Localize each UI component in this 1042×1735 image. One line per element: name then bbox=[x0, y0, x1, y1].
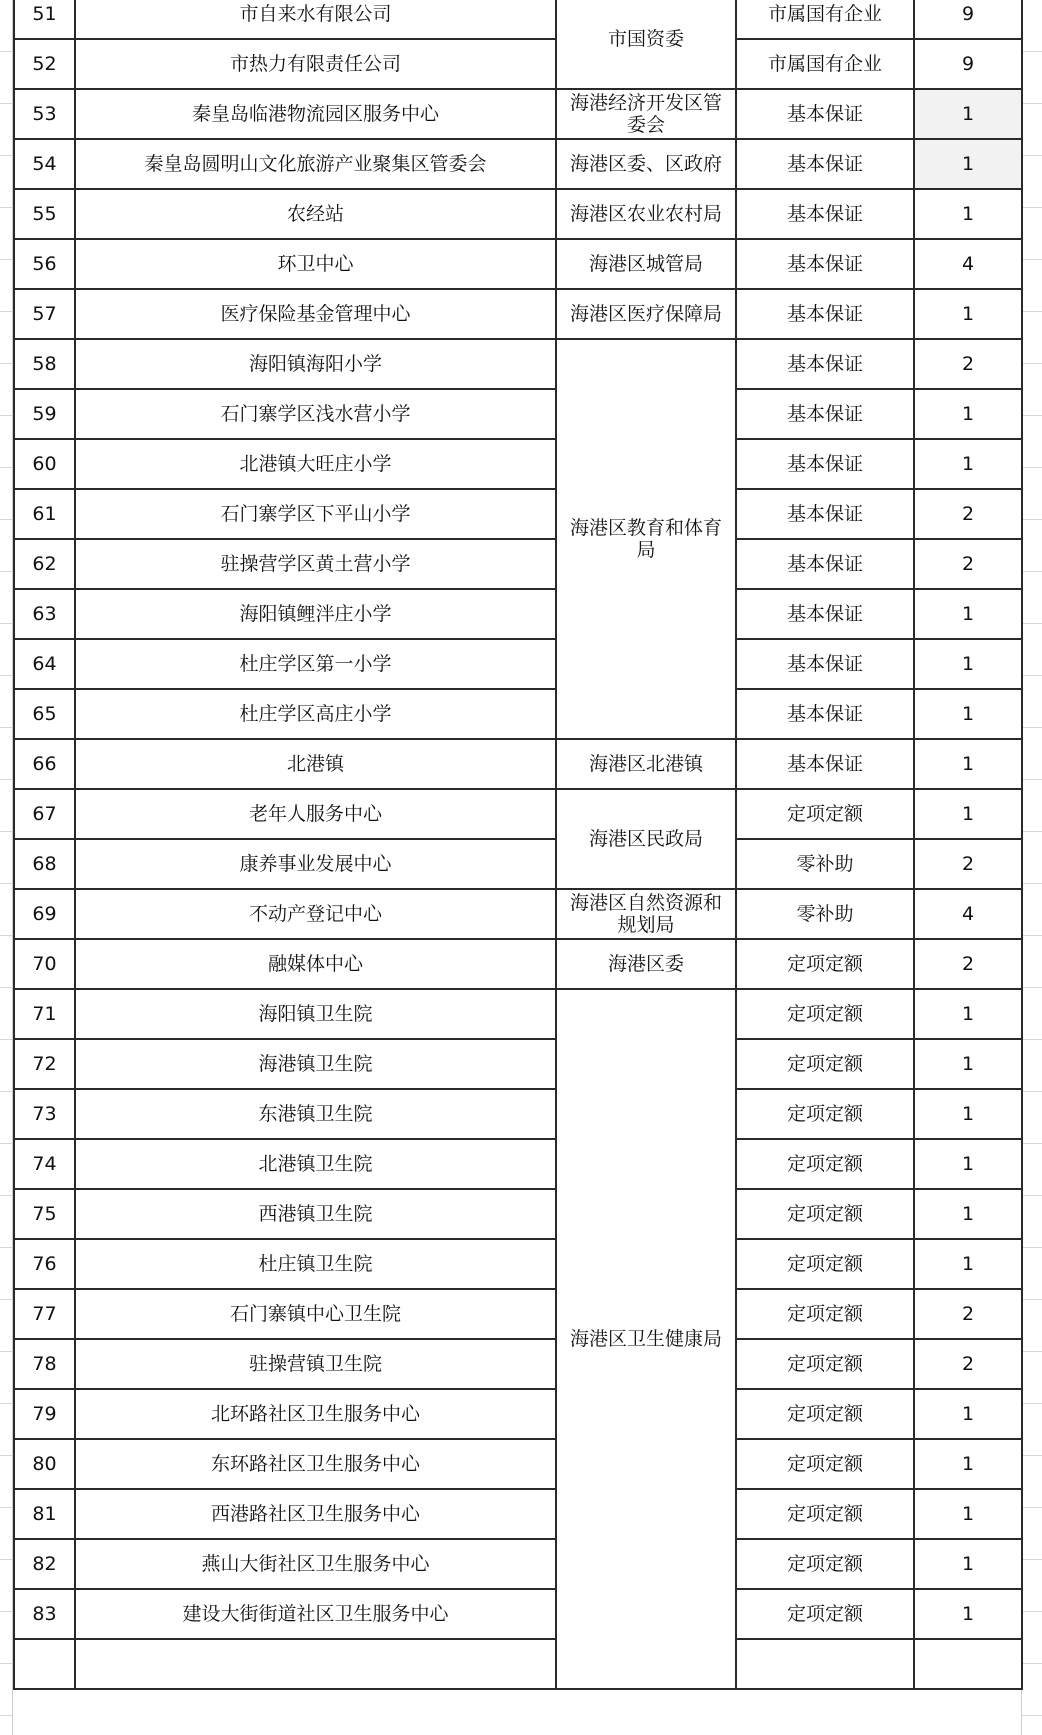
row-number[interactable]: 66 bbox=[14, 739, 75, 789]
funding-type-cell[interactable]: 定项定额 bbox=[736, 1539, 914, 1589]
funding-type-cell[interactable]: 定项定额 bbox=[736, 1439, 914, 1489]
table-row-partial bbox=[14, 1639, 1022, 1689]
count-cell[interactable]: 1 bbox=[914, 1439, 1022, 1489]
funding-type-cell[interactable]: 定项定额 bbox=[736, 989, 914, 1039]
table-row bbox=[14, 1189, 1022, 1239]
row-number[interactable]: 70 bbox=[14, 939, 75, 989]
unit-name-cell[interactable]: 老年人服务中心 bbox=[75, 789, 556, 839]
count-cell[interactable]: 1 bbox=[914, 1539, 1022, 1589]
count-cell[interactable]: 1 bbox=[914, 389, 1022, 439]
funding-type-cell[interactable]: 定项定额 bbox=[736, 789, 914, 839]
row-number[interactable]: 54 bbox=[14, 139, 75, 189]
unit-name-cell[interactable]: 驻操营学区黄土营小学 bbox=[75, 539, 556, 589]
count-cell[interactable]: 2 bbox=[914, 939, 1022, 989]
data-table bbox=[13, 0, 1023, 1690]
funding-type-cell[interactable]: 基本保证 bbox=[736, 689, 914, 739]
unit-name-cell[interactable]: 海阳镇海阳小学 bbox=[75, 339, 556, 389]
row-number[interactable]: 68 bbox=[14, 839, 75, 889]
unit-name-cell[interactable]: 北港镇卫生院 bbox=[75, 1139, 556, 1189]
row-number[interactable]: 82 bbox=[14, 1539, 75, 1589]
row-number[interactable]: 62 bbox=[14, 539, 75, 589]
row-number[interactable]: 81 bbox=[14, 1489, 75, 1539]
unit-name-cell[interactable]: 融媒体中心 bbox=[75, 939, 556, 989]
row-number[interactable]: 64 bbox=[14, 639, 75, 689]
funding-type-cell[interactable]: 定项定额 bbox=[736, 939, 914, 989]
count-cell[interactable]: 1 bbox=[914, 1389, 1022, 1439]
table-row bbox=[14, 39, 1022, 89]
table-row bbox=[14, 1439, 1022, 1489]
unit-name-cell[interactable]: 杜庄镇卫生院 bbox=[75, 1239, 556, 1289]
funding-type-cell[interactable]: 基本保证 bbox=[736, 189, 914, 239]
table-row bbox=[14, 1139, 1022, 1189]
count-cell[interactable]: 1 bbox=[914, 1239, 1022, 1289]
row-number[interactable]: 57 bbox=[14, 289, 75, 339]
row-number[interactable]: 67 bbox=[14, 789, 75, 839]
funding-type-cell[interactable]: 定项定额 bbox=[736, 1089, 914, 1139]
table-row bbox=[14, 839, 1022, 889]
row-number[interactable]: 79 bbox=[14, 1389, 75, 1439]
row-number[interactable]: 59 bbox=[14, 389, 75, 439]
row-number[interactable]: 71 bbox=[14, 989, 75, 1039]
table-row bbox=[14, 389, 1022, 439]
unit-name-cell[interactable]: 西港路社区卫生服务中心 bbox=[75, 1489, 556, 1539]
unit-name-cell[interactable]: 秦皇岛临港物流园区服务中心 bbox=[75, 89, 556, 139]
unit-name-cell[interactable]: 杜庄学区第一小学 bbox=[75, 639, 556, 689]
funding-type-cell[interactable]: 基本保证 bbox=[736, 589, 914, 639]
count-cell[interactable]: 4 bbox=[914, 889, 1022, 939]
row-number[interactable]: 51 bbox=[14, 0, 75, 39]
unit-name-cell[interactable]: 环卫中心 bbox=[75, 239, 556, 289]
row-number[interactable]: 53 bbox=[14, 89, 75, 139]
count-cell[interactable]: 1 bbox=[914, 1039, 1022, 1089]
department-cell[interactable]: 海港区委 bbox=[556, 939, 736, 989]
row-number[interactable]: 63 bbox=[14, 589, 75, 639]
count-cell[interactable]: 1 bbox=[914, 1139, 1022, 1189]
count-cell[interactable]: 2 bbox=[914, 1339, 1022, 1389]
row-number[interactable]: 58 bbox=[14, 339, 75, 389]
table-row bbox=[14, 0, 1022, 39]
table-row bbox=[14, 539, 1022, 589]
right-gridlines bbox=[1021, 0, 1042, 1735]
row-number[interactable]: 80 bbox=[14, 1439, 75, 1489]
funding-type-cell[interactable]: 定项定额 bbox=[736, 1339, 914, 1389]
funding-type-cell[interactable]: 定项定额 bbox=[736, 1139, 914, 1189]
table-row bbox=[14, 1539, 1022, 1589]
table-row bbox=[14, 239, 1022, 289]
left-gridlines bbox=[0, 0, 13, 1735]
funding-type-cell[interactable]: 基本保证 bbox=[736, 339, 914, 389]
count-cell[interactable]: 2 bbox=[914, 489, 1022, 539]
count-cell[interactable]: 2 bbox=[914, 339, 1022, 389]
count-cell[interactable]: 1 bbox=[914, 589, 1022, 639]
unit-name-cell[interactable]: 市热力有限责任公司 bbox=[75, 39, 556, 89]
department-cell[interactable]: 海港区卫生健康局 bbox=[556, 989, 736, 1689]
count-cell[interactable]: 1 bbox=[914, 89, 1022, 139]
table-row bbox=[14, 639, 1022, 689]
count-cell[interactable]: 1 bbox=[914, 439, 1022, 489]
department-cell[interactable]: 海港区教育和体育局 bbox=[556, 339, 736, 739]
funding-type-cell[interactable]: 定项定额 bbox=[736, 1039, 914, 1089]
unit-name-cell[interactable]: 驻操营镇卫生院 bbox=[75, 1339, 556, 1389]
row-number[interactable]: 74 bbox=[14, 1139, 75, 1189]
funding-type-cell[interactable]: 定项定额 bbox=[736, 1389, 914, 1439]
count-cell[interactable]: 1 bbox=[914, 1089, 1022, 1139]
department-cell[interactable]: 市国资委 bbox=[556, 0, 736, 89]
department-cell[interactable]: 海港区医疗保障局 bbox=[556, 289, 736, 339]
funding-type-cell[interactable]: 零补助 bbox=[736, 889, 914, 939]
unit-name-cell[interactable]: 海港镇卫生院 bbox=[75, 1039, 556, 1089]
table-row bbox=[14, 289, 1022, 339]
table-row bbox=[14, 189, 1022, 239]
table-row bbox=[14, 939, 1022, 989]
unit-name-cell[interactable]: 医疗保险基金管理中心 bbox=[75, 289, 556, 339]
table-row bbox=[14, 1089, 1022, 1139]
row-number[interactable]: 73 bbox=[14, 1089, 75, 1139]
unit-name-cell[interactable]: 北环路社区卫生服务中心 bbox=[75, 1389, 556, 1439]
count-cell[interactable]: 1 bbox=[914, 139, 1022, 189]
funding-type-cell[interactable]: 零补助 bbox=[736, 839, 914, 889]
funding-type-cell[interactable]: 基本保证 bbox=[736, 289, 914, 339]
unit-name-cell[interactable]: 西港镇卫生院 bbox=[75, 1189, 556, 1239]
funding-type-cell[interactable]: 定项定额 bbox=[736, 1489, 914, 1539]
funding-type-cell[interactable]: 基本保证 bbox=[736, 539, 914, 589]
row-number[interactable]: 78 bbox=[14, 1339, 75, 1389]
table-row bbox=[14, 589, 1022, 639]
table-row bbox=[14, 1489, 1022, 1539]
department-cell[interactable]: 海港区委、区政府 bbox=[556, 139, 736, 189]
unit-name-cell bbox=[75, 1639, 556, 1689]
row-number[interactable]: 65 bbox=[14, 689, 75, 739]
row-number[interactable]: 56 bbox=[14, 239, 75, 289]
funding-type-cell[interactable]: 基本保证 bbox=[736, 239, 914, 289]
table-row bbox=[14, 439, 1022, 489]
count-cell[interactable]: 1 bbox=[914, 639, 1022, 689]
funding-type-cell[interactable]: 基本保证 bbox=[736, 439, 914, 489]
count-cell[interactable]: 1 bbox=[914, 1589, 1022, 1639]
unit-name-cell[interactable]: 海阳镇卫生院 bbox=[75, 989, 556, 1039]
row-number[interactable]: 52 bbox=[14, 39, 75, 89]
row-number[interactable]: 72 bbox=[14, 1039, 75, 1089]
row-number[interactable]: 55 bbox=[14, 189, 75, 239]
funding-type-cell[interactable]: 基本保证 bbox=[736, 489, 914, 539]
funding-type-cell[interactable]: 定项定额 bbox=[736, 1289, 914, 1339]
table-row bbox=[14, 789, 1022, 839]
table-row bbox=[14, 89, 1022, 139]
unit-name-cell[interactable]: 市自来水有限公司 bbox=[75, 0, 556, 39]
count-cell[interactable]: 9 bbox=[914, 39, 1022, 89]
count-cell[interactable]: 1 bbox=[914, 189, 1022, 239]
count-cell[interactable]: 9 bbox=[914, 0, 1022, 39]
count-cell[interactable]: 2 bbox=[914, 839, 1022, 889]
department-cell[interactable]: 海港区农业农村局 bbox=[556, 189, 736, 239]
funding-type-cell[interactable]: 基本保证 bbox=[736, 139, 914, 189]
department-cell[interactable]: 海港区城管局 bbox=[556, 239, 736, 289]
funding-type-cell bbox=[914, 1639, 1022, 1689]
count-cell[interactable]: 2 bbox=[914, 539, 1022, 589]
department-cell[interactable]: 海港区自然资源和规划局 bbox=[556, 889, 736, 939]
funding-type-cell[interactable]: 基本保证 bbox=[736, 739, 914, 789]
unit-name-cell[interactable]: 康养事业发展中心 bbox=[75, 839, 556, 889]
department-cell[interactable]: 海港经济开发区管委会 bbox=[556, 89, 736, 139]
department-cell[interactable]: 海港区北港镇 bbox=[556, 739, 736, 789]
count-cell[interactable]: 1 bbox=[914, 989, 1022, 1039]
unit-name-cell[interactable]: 东港镇卫生院 bbox=[75, 1089, 556, 1139]
table-row bbox=[14, 1239, 1022, 1289]
table-row bbox=[14, 689, 1022, 739]
department-cell[interactable]: 海港区民政局 bbox=[556, 789, 736, 889]
count-cell[interactable]: 1 bbox=[914, 789, 1022, 839]
unit-name-cell[interactable]: 石门寨镇中心卫生院 bbox=[75, 1289, 556, 1339]
row-number[interactable]: 61 bbox=[14, 489, 75, 539]
funding-type-cell[interactable]: 基本保证 bbox=[736, 89, 914, 139]
table-row bbox=[14, 1289, 1022, 1339]
row-number[interactable]: 83 bbox=[14, 1589, 75, 1639]
funding-type-cell[interactable]: 定项定额 bbox=[736, 1239, 914, 1289]
count-cell[interactable]: 1 bbox=[914, 1189, 1022, 1239]
table-row bbox=[14, 1339, 1022, 1389]
table-row bbox=[14, 139, 1022, 189]
row-number[interactable]: 76 bbox=[14, 1239, 75, 1289]
unit-name-cell[interactable]: 不动产登记中心 bbox=[75, 889, 556, 939]
funding-type-cell[interactable]: 定项定额 bbox=[736, 1589, 914, 1639]
row-number bbox=[14, 1639, 75, 1689]
row-number[interactable]: 69 bbox=[14, 889, 75, 939]
unit-name-cell[interactable]: 燕山大街社区卫生服务中心 bbox=[75, 1539, 556, 1589]
count-cell[interactable]: 1 bbox=[914, 289, 1022, 339]
department-cell bbox=[736, 1639, 914, 1689]
table-row bbox=[14, 1039, 1022, 1089]
unit-name-cell[interactable]: 农经站 bbox=[75, 189, 556, 239]
unit-name-cell[interactable]: 石门寨学区下平山小学 bbox=[75, 489, 556, 539]
unit-name-cell[interactable]: 海阳镇鲤泮庄小学 bbox=[75, 589, 556, 639]
table-row bbox=[14, 739, 1022, 789]
row-number[interactable]: 60 bbox=[14, 439, 75, 489]
funding-type-cell[interactable]: 市属国有企业 bbox=[736, 0, 914, 39]
count-cell[interactable]: 1 bbox=[914, 739, 1022, 789]
table-row bbox=[14, 489, 1022, 539]
count-cell[interactable]: 2 bbox=[914, 1289, 1022, 1339]
unit-name-cell[interactable]: 石门寨学区浅水营小学 bbox=[75, 389, 556, 439]
count-cell[interactable]: 1 bbox=[914, 689, 1022, 739]
funding-type-cell[interactable]: 基本保证 bbox=[736, 639, 914, 689]
funding-type-cell[interactable]: 市属国有企业 bbox=[736, 39, 914, 89]
row-number[interactable]: 77 bbox=[14, 1289, 75, 1339]
unit-name-cell[interactable]: 北港镇 bbox=[75, 739, 556, 789]
table-row bbox=[14, 339, 1022, 389]
unit-name-cell[interactable]: 北港镇大旺庄小学 bbox=[75, 439, 556, 489]
unit-name-cell[interactable]: 杜庄学区高庄小学 bbox=[75, 689, 556, 739]
funding-type-cell[interactable]: 定项定额 bbox=[736, 1189, 914, 1239]
unit-name-cell[interactable]: 秦皇岛圆明山文化旅游产业聚集区管委会 bbox=[75, 139, 556, 189]
funding-type-cell[interactable]: 基本保证 bbox=[736, 389, 914, 439]
table-row bbox=[14, 1389, 1022, 1439]
table-row bbox=[14, 1589, 1022, 1639]
count-cell[interactable]: 1 bbox=[914, 1489, 1022, 1539]
unit-name-cell[interactable]: 建设大街街道社区卫生服务中心 bbox=[75, 1589, 556, 1639]
row-number[interactable]: 75 bbox=[14, 1189, 75, 1239]
count-cell[interactable]: 4 bbox=[914, 239, 1022, 289]
unit-name-cell[interactable]: 东环路社区卫生服务中心 bbox=[75, 1439, 556, 1489]
table-row bbox=[14, 889, 1022, 939]
table-row bbox=[14, 989, 1022, 1039]
